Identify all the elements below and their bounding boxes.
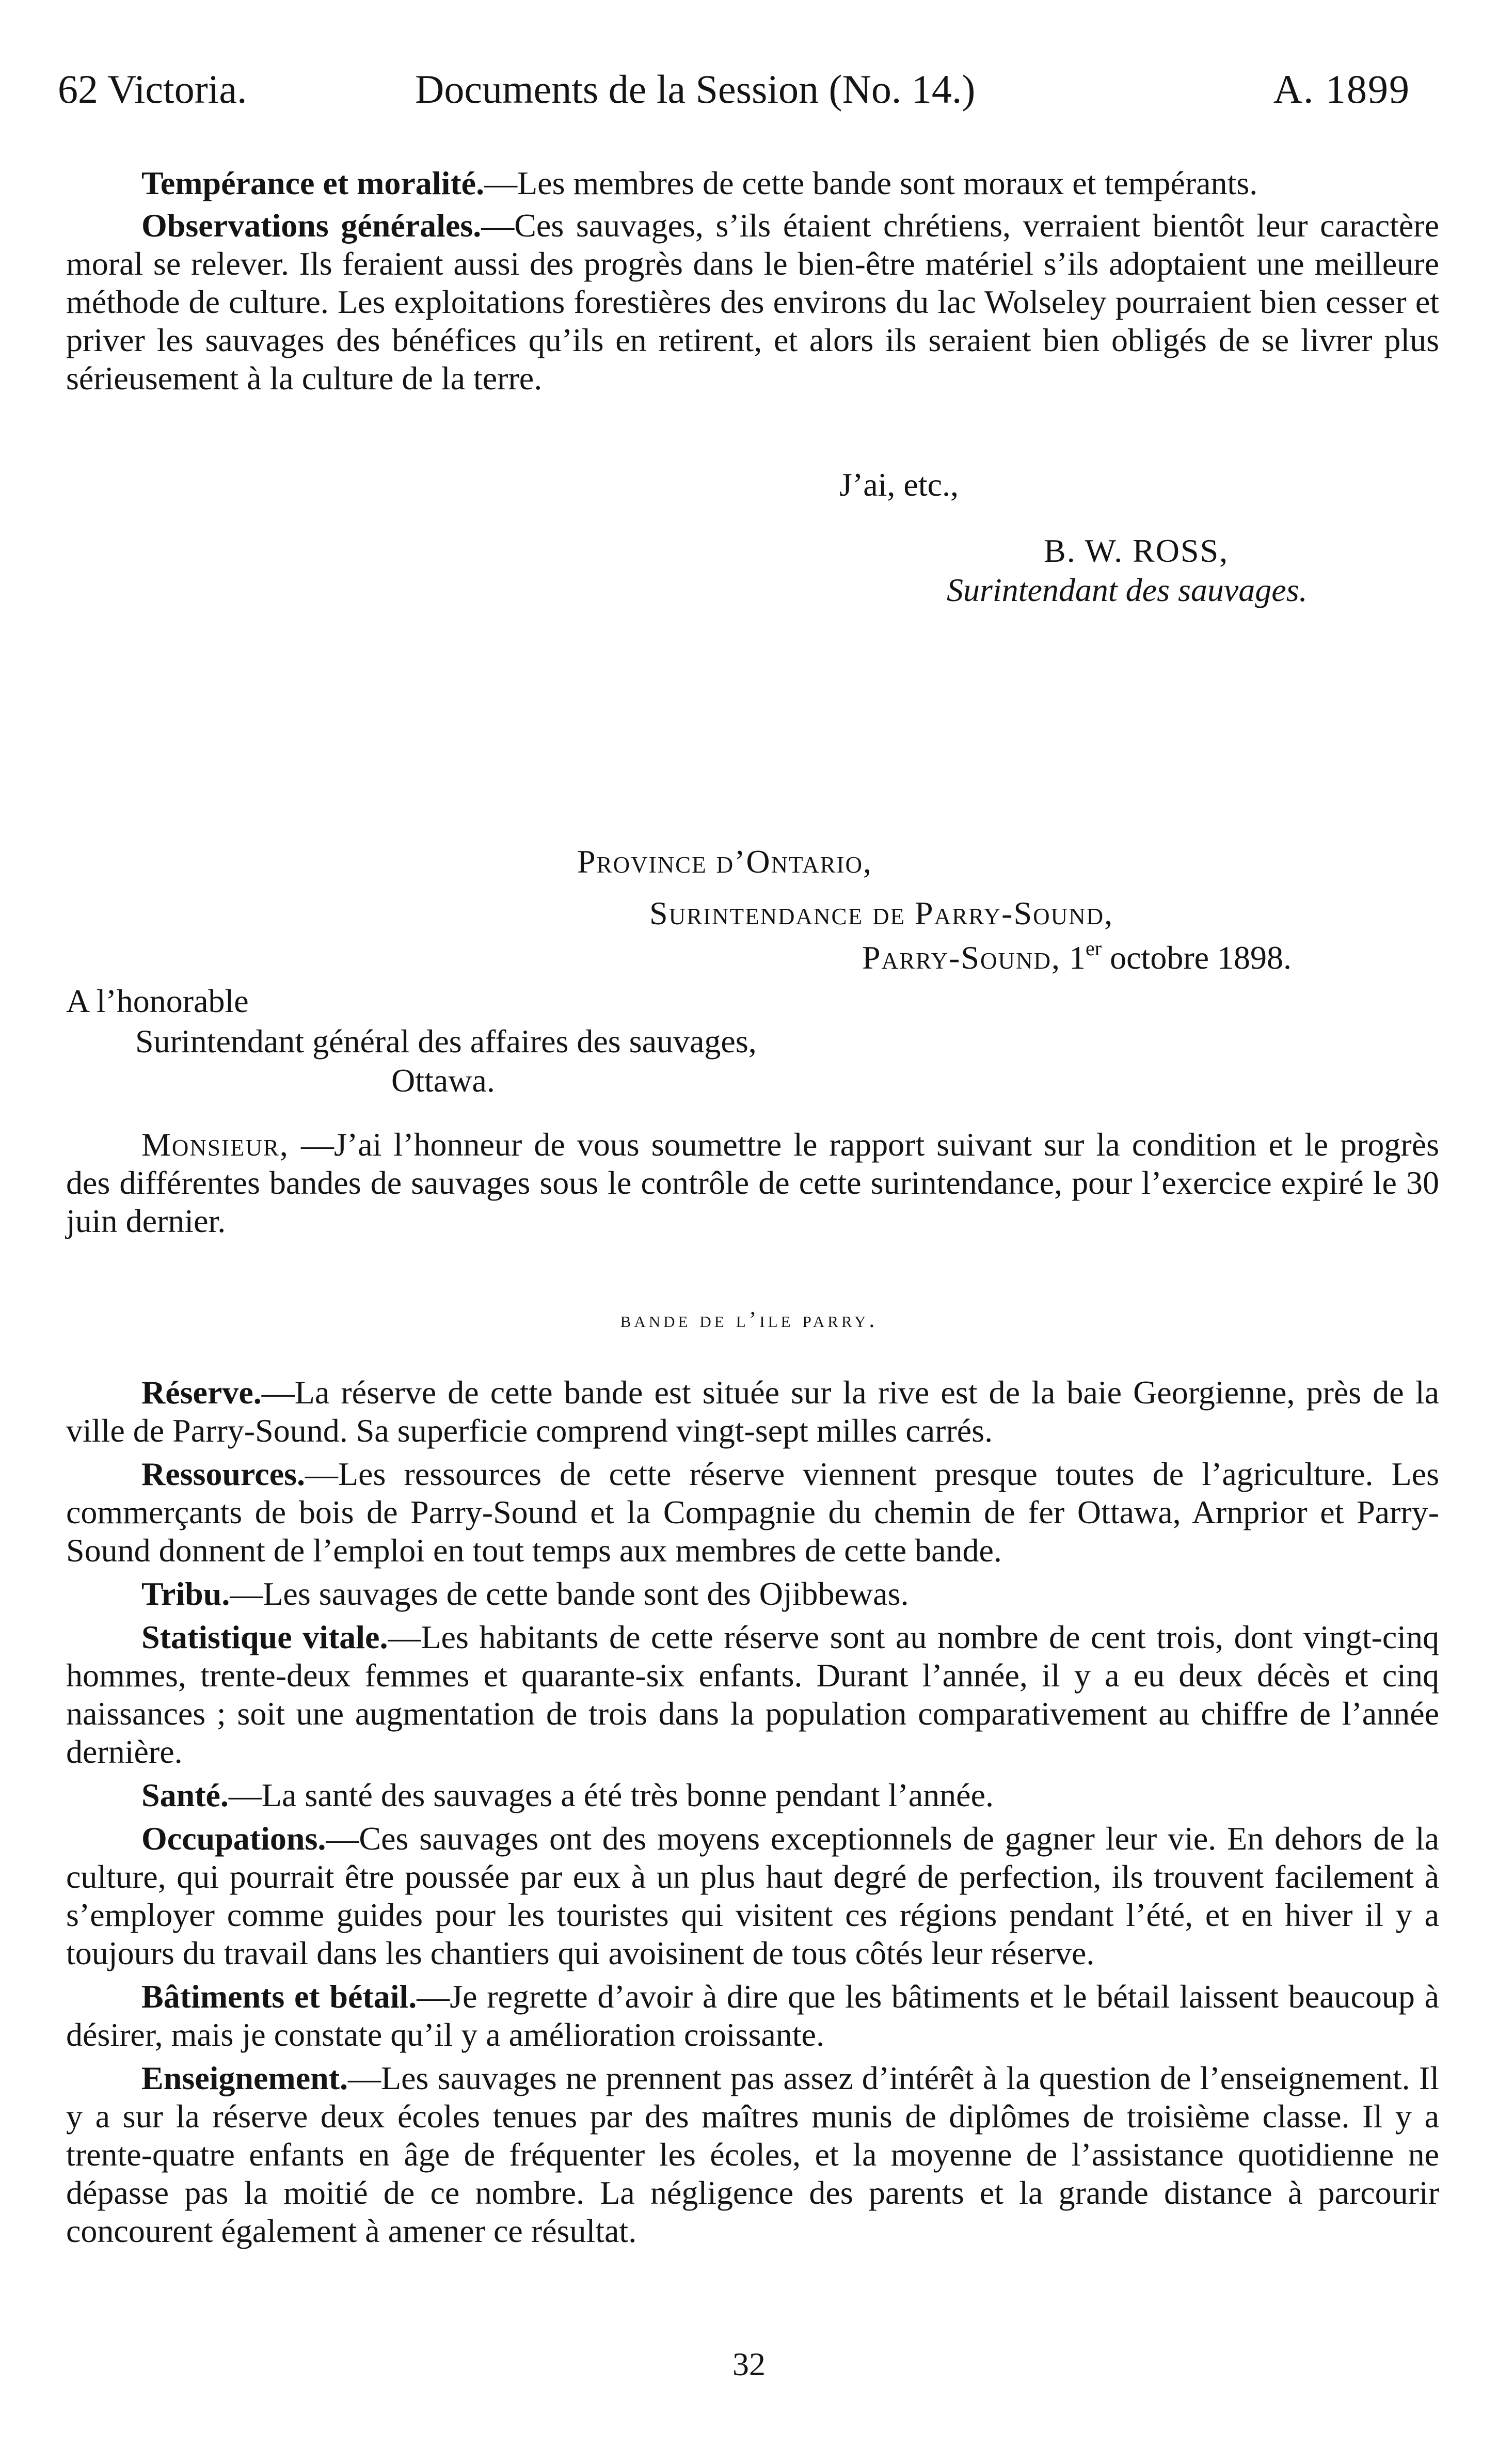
- paragraph-heading: Observations générales.: [141, 207, 482, 244]
- paragraph-text: —La réserve de cette bande est située sur la rive est de la baie Georgienne, près de la ville de Parry-Sound. Sa superficie comprend vingt-sept milles carrés.: [66, 1374, 1439, 1449]
- paragraph-tribe: [66, 1575, 1439, 1613]
- section-title: bande de l’ile parry.: [620, 1307, 878, 1332]
- paragraph-text: —Ces sauvages, s’ils étaient chrétiens, verraient bientôt leur caractère moral se relever. Ils feraient aussi des progrès dans le bien-être matériel s’ils adoptaient une meilleure méthode de culture. Les exploitations forestières des environs du lac Wolseley pourraient bien cesser et priver les sauvages des bénéfices qu’ils en retirent, et alors ils seraient bien obligés de se livrer plus sérieusement à la culture de la terre.: [66, 207, 1439, 397]
- recipient-line-2: Surintendant général des affaires des sauvages,: [135, 1023, 757, 1060]
- header-session: 62 Victoria.: [58, 67, 247, 112]
- address-superintendency: Surintendance de Parry-Sound,: [649, 895, 1114, 931]
- paragraph-resources: [66, 1455, 1439, 1570]
- report-section-parry-island: [66, 1373, 1439, 2250]
- paragraph-text: —J’ai l’honneur de vous soumettre le rapport suivant sur la condition et le progrès des différentes bandes de sauvages sous le contrôle de cette surintendance, pour l’exercice expiré le 30 juin dernier.: [66, 1126, 1439, 1239]
- header-year: A. 1899: [1273, 67, 1410, 112]
- paragraph-text: —Les habitants de cette réserve sont au nombre de cent trois, dont vingt-cinq hommes, trente-deux femmes et quarante-six enfants. Durant l’année, il y a eu deux décès et cinq naissances ; soit une augmentation de trois dans la population comparativement au chiffre de l’année dernière.: [66, 1619, 1440, 1770]
- salutation-word: Monsieur,: [141, 1126, 289, 1163]
- address-date: octobre 1898.: [1102, 939, 1292, 976]
- page-number: 32: [732, 2346, 766, 2382]
- salutation-paragraph: [66, 1126, 1439, 1240]
- paragraph-heading: Statistique vitale.: [141, 1619, 388, 1655]
- paragraph-heading: Tempérance et moralité.: [141, 165, 485, 201]
- paragraph-observations: [66, 207, 1439, 398]
- paragraph-text: —Les ressources de cette réserve viennent presque toutes de l’agriculture. Les commerçants de bois de Parry-Sound et la Compagnie du chemin de fer Ottawa, Arnprior et Parry-Sound donnent de l’emploi en tout temps aux membres de cette bande.: [66, 1456, 1439, 1569]
- paragraph-heading: Tribu.: [141, 1575, 230, 1612]
- paragraph-text: —Ces sauvages ont des moyens exceptionnels de gagner leur vie. En dehors de la culture, qui pourrait être poussée par eux à un plus haut degré de perfection, ils trouvent facilement à s’employer comme guides pour les touristes qui visitent ces régions pendant l’été, et en hiver il y a toujours du travail dans les chantiers qui avoisinent de tous côtés leur réserve.: [66, 1820, 1439, 1971]
- paragraph-text: —Les sauvages ne prennent pas assez d’intérêt à la question de l’enseignement. Il y a sur la réserve deux écoles tenues par des maîtres munis de diplômes de troisième classe. Il y a trente-quatre enfants en âge de fréquenter les écoles, et la moyenne de l’assistance quotidienne ne dépasse pas la moitié de ce nombre. La négligence des parents et la grande distance à parcourir concourent également à amener ce résultat.: [66, 2060, 1439, 2249]
- paragraph-reserve: [66, 1373, 1439, 1450]
- paragraph-text: —Les sauvages de cette bande sont des Ojibbewas.: [230, 1575, 909, 1612]
- paragraph-heading: Enseignement.: [141, 2060, 348, 2096]
- address-place: Parry-Sound,: [862, 939, 1061, 976]
- report-section-continued: [66, 164, 1439, 398]
- paragraph-education: [66, 2059, 1439, 2250]
- paragraph-vital-statistics: [66, 1618, 1439, 1771]
- address-province: Province d’Ontario,: [577, 843, 872, 880]
- paragraph-text: —Je regrette d’avoir à dire que les bâtiments et le bétail laissent beaucoup à désirer, mais je constate qu’il y a amélioration croissante.: [66, 1978, 1440, 2053]
- paragraph-text: —Les membres de cette bande sont moraux et tempérants.: [484, 165, 1258, 201]
- paragraph-heading: Bâtiments et bétail.: [141, 1978, 417, 2015]
- paragraph-heading: Ressources.: [141, 1456, 305, 1492]
- address-day-suffix: er: [1086, 937, 1102, 960]
- paragraph-health: [66, 1776, 1439, 1814]
- paragraph-occupations: [66, 1820, 1439, 1972]
- closing-formula: J’ai, etc.,: [839, 466, 959, 503]
- paragraph-heading: Occupations.: [141, 1820, 326, 1857]
- recipient-line-1: A l’honorable: [66, 983, 249, 1019]
- paragraph-heading: Santé.: [141, 1777, 229, 1813]
- address-day: 1: [1061, 939, 1086, 976]
- paragraph-temperance: [66, 164, 1439, 202]
- paragraph-buildings-livestock: [66, 1978, 1439, 2054]
- recipient-line-3: Ottawa.: [391, 1062, 495, 1099]
- running-header: [58, 61, 1410, 118]
- paragraph-text: —La santé des sauvages a été très bonne pendant l’année.: [228, 1777, 994, 1813]
- header-title: Documents de la Session (No. 14.): [415, 67, 976, 112]
- signature-name: B. W. ROSS,: [1044, 532, 1229, 569]
- signature-title: Surintendant des sauvages.: [947, 572, 1308, 608]
- paragraph-salutation: [66, 1126, 1439, 1240]
- address-place-date: [862, 939, 1292, 977]
- paragraph-heading: Réserve.: [141, 1374, 262, 1411]
